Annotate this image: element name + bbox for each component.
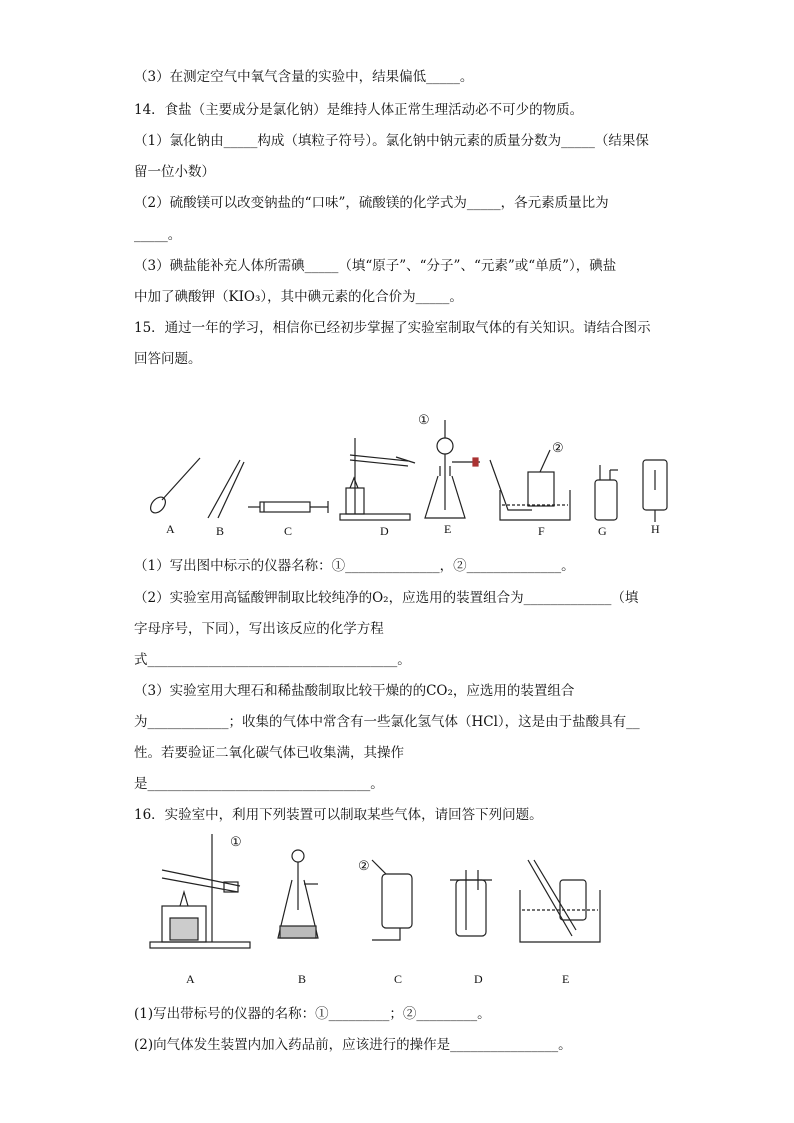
apparatus-figure-1	[140, 410, 680, 540]
fig1-label-d: D	[380, 524, 389, 538]
fig2-mark-2: ②	[358, 858, 370, 873]
q14-part1: （1）氯化钠由_____构成（填粒子符号）。氯化钠中钠元素的质量分数为_____（结果保	[134, 133, 649, 149]
fig1-label-a: A	[166, 522, 175, 536]
q15-part3-cont: 为____________；收集的气体中常含有一些氯化氢气体（HCl），这是由于盐酸具有__	[134, 714, 640, 730]
fig1-mark-2: ②	[552, 440, 564, 455]
fig1-label-c: C	[284, 524, 293, 538]
fig2-label-b: B	[298, 972, 307, 986]
q15-part2-equation: 式_____________________________________。	[134, 652, 411, 668]
fig1-label-f: F	[538, 524, 545, 538]
q14-part3-cont: 中加了碘酸钾（KIO₃），其中碘元素的化合价为_____。	[134, 289, 463, 305]
q15-stem-cont: 回答问题。	[134, 351, 202, 367]
water-trough-e	[520, 860, 600, 942]
q15-part3: （3）实验室用大理石和稀盐酸制取比较干燥的的CO₂，应选用的装置组合	[134, 683, 575, 699]
fig1-label-g: G	[598, 524, 607, 538]
conical-flask-b	[278, 850, 318, 938]
fig2-label-d: D	[474, 972, 483, 986]
q15-part2: （2）实验室用高锰酸钾制取比较纯净的O₂，应选用的装置组合为_____________（填	[134, 590, 639, 606]
q16-stem: 16．实验室中，利用下列装置可以制取某些气体，请回答下列问题。	[134, 807, 543, 823]
q15-stem: 15．通过一年的学习，相信你已经初步掌握了实验室制取气体的有关知识。请结合图示	[134, 320, 651, 336]
q15-part3-cont3: 是_________________________________。	[134, 776, 384, 792]
heating-apparatus-a	[150, 834, 250, 948]
conical-flask-e	[425, 420, 480, 518]
fig2-label-e: E	[562, 972, 570, 986]
apparatus-figure-2	[140, 830, 610, 960]
q14-stem: 14．食盐（主要成分是氯化钠）是维持人体正常生理活动必不可少的物质。	[134, 102, 584, 118]
heating-apparatus-d	[340, 438, 415, 520]
fig2-label-c: C	[394, 972, 403, 986]
q15-part2-cont: 字母序号，下同），写出该反应的化学方程	[134, 621, 384, 637]
gas-bottle-c	[372, 860, 412, 940]
fig1-mark-1: ①	[418, 412, 430, 427]
medicine-spoon-a	[148, 458, 200, 516]
q15-part3-cont2: 性。若要验证二氧化碳气体已收集满，其操作	[134, 745, 404, 761]
fig2-label-a: A	[186, 972, 195, 986]
q16-part2: (2)向气体发生装置内加入药品前，应该进行的操作是________________。	[134, 1037, 572, 1053]
fig1-label-e: E	[444, 522, 452, 536]
q14-part2-cont: _____。	[134, 227, 182, 243]
gas-bottle-h	[643, 460, 667, 522]
q16-part1: (1)写出带标号的仪器的名称：①_________；②_________。	[134, 1006, 491, 1022]
gas-bottle-g	[595, 465, 618, 520]
fig2-mark-1: ①	[230, 834, 242, 849]
q13-part3: （3）在测定空气中氧气含量的实验中，结果偏低_____。	[134, 69, 474, 85]
syringe-c	[248, 501, 328, 513]
q14-part2: （2）硫酸镁可以改变钠盐的“口味”，硫酸镁的化学式为_____，各元素质量比为	[134, 195, 609, 211]
fig1-label-h: H	[651, 522, 660, 536]
water-trough-f	[490, 450, 570, 520]
gas-bottle-d	[450, 870, 492, 936]
tweezers-b	[208, 460, 244, 518]
q14-part3: （3）碘盐能补充人体所需碘_____（填“原子”、“分子”、“元素”或“单质”），碘盐	[134, 258, 617, 274]
q15-part1: （1）写出图中标示的仪器名称：①______________，②______________。	[134, 558, 575, 574]
q14-part1-cont: 留一位小数）	[134, 164, 215, 180]
fig1-label-b: B	[216, 524, 225, 538]
